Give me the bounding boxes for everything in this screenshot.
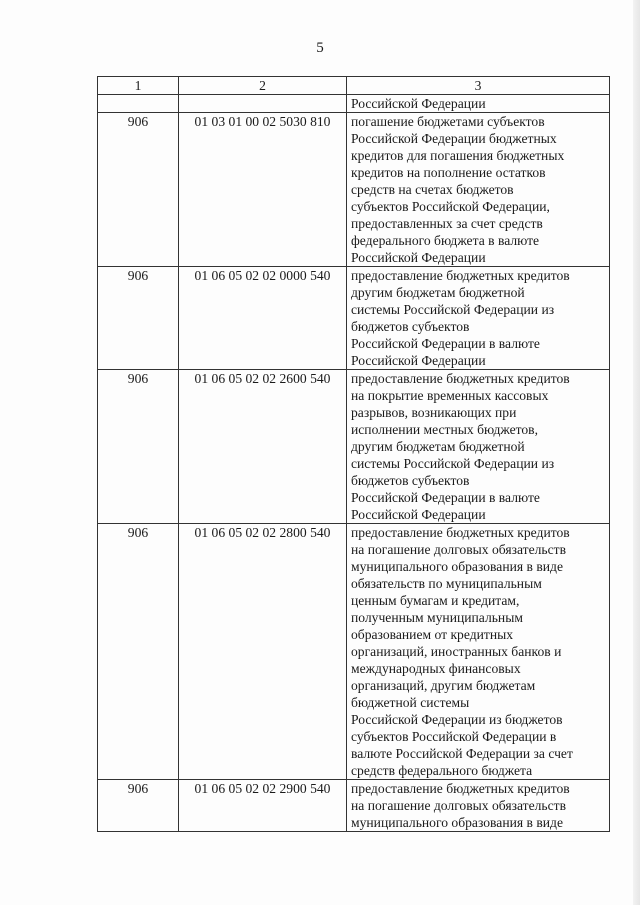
admin-code-cell: 906 <box>98 370 179 524</box>
description-line: кредитов для погашения бюджетных <box>351 148 565 163</box>
description-line: муниципального образования в виде <box>351 815 563 830</box>
description-line: на погашение долговых обязательств <box>351 542 566 557</box>
source-code-cell: 01 06 05 02 02 0000 540 <box>179 267 347 370</box>
table-row <box>98 370 610 524</box>
description-line: предоставление бюджетных кредитов <box>351 525 570 540</box>
description-line: предоставление бюджетных кредитов <box>351 268 570 283</box>
budget-table <box>97 76 610 832</box>
description-line: исполнении местных бюджетов, <box>351 422 538 437</box>
admin-code-cell: 906 <box>98 524 179 780</box>
description-cell <box>347 95 610 113</box>
description-line: валюте Российской Федерации за счет <box>351 746 573 761</box>
description-line: предоставленных за счет средств <box>351 216 543 231</box>
table-row <box>98 267 610 370</box>
column-header-3: 3 <box>347 77 610 95</box>
description-line: субъектов Российской Федерации, <box>351 199 550 214</box>
description-line: на погашение долговых обязательств <box>351 798 566 813</box>
table-row <box>98 524 610 780</box>
admin-code-cell: 906 <box>98 267 179 370</box>
description-cell <box>347 370 610 524</box>
description-line: Российской Федерации <box>351 96 486 111</box>
table-row <box>98 780 610 832</box>
admin-code-cell: 906 <box>98 113 179 267</box>
description-line: Российской Федерации <box>351 250 486 265</box>
admin-code-cell <box>98 95 179 113</box>
description-line: обязательств по муниципальным <box>351 576 542 591</box>
scan-edge-shadow <box>633 0 640 905</box>
description-cell <box>347 113 610 267</box>
description-line: кредитов на пополнение остатков <box>351 165 546 180</box>
description-line: Российской Федерации <box>351 353 486 368</box>
description-cell <box>347 524 610 780</box>
description-line: Российской Федерации из бюджетов <box>351 712 563 727</box>
description-line: средств на счетах бюджетов <box>351 182 514 197</box>
description-line: погашение бюджетами субъектов <box>351 114 545 129</box>
description-line: на покрытие временных кассовых <box>351 388 549 403</box>
description-line: ценным бумагам и кредитам, <box>351 593 520 608</box>
description-line: Российской Федерации в валюте <box>351 336 540 351</box>
description-line: Российской Федерации <box>351 507 486 522</box>
description-line: федерального бюджета в валюте <box>351 233 540 248</box>
description-line: другим бюджетам бюджетной <box>351 285 525 300</box>
table-body <box>98 95 610 832</box>
admin-code-cell: 906 <box>98 780 179 832</box>
source-code-cell: 01 03 01 00 02 5030 810 <box>179 113 347 267</box>
description-line: организаций, иностранных банков и <box>351 644 562 659</box>
source-code-cell: 01 06 05 02 02 2600 540 <box>179 370 347 524</box>
description-line: разрывов, возникающих при <box>351 405 517 420</box>
description-line: Российской Федерации бюджетных <box>351 131 557 146</box>
description-line: образованием от кредитных <box>351 627 514 642</box>
description-line: полученным муниципальным <box>351 610 523 625</box>
table-header-row <box>98 77 610 95</box>
description-line: муниципального образования в виде <box>351 559 563 574</box>
description-line: бюджетов субъектов <box>351 473 470 488</box>
column-header-2: 2 <box>179 77 347 95</box>
source-code-cell: 01 06 05 02 02 2800 540 <box>179 524 347 780</box>
column-header-1: 1 <box>98 77 179 95</box>
description-line: бюджетов субъектов <box>351 319 470 334</box>
table-row <box>98 95 610 113</box>
description-line: субъектов Российской Федерации в <box>351 729 557 744</box>
description-line: другим бюджетам бюджетной <box>351 439 525 454</box>
description-line: системы Российской Федерации из <box>351 302 555 317</box>
description-cell <box>347 780 610 832</box>
source-code-cell: 01 06 05 02 02 2900 540 <box>179 780 347 832</box>
page-number: 5 <box>316 40 324 56</box>
source-code-cell <box>179 95 347 113</box>
description-line: предоставление бюджетных кредитов <box>351 781 570 796</box>
description-line: предоставление бюджетных кредитов <box>351 371 570 386</box>
description-line: средств федерального бюджета <box>351 763 533 778</box>
description-line: организаций, другим бюджетам <box>351 678 536 693</box>
description-line: бюджетной системы <box>351 695 470 710</box>
table-row <box>98 113 610 267</box>
description-line: международных финансовых <box>351 661 521 676</box>
description-line: Российской Федерации в валюте <box>351 490 540 505</box>
description-cell <box>347 267 610 370</box>
description-line: системы Российской Федерации из <box>351 456 555 471</box>
